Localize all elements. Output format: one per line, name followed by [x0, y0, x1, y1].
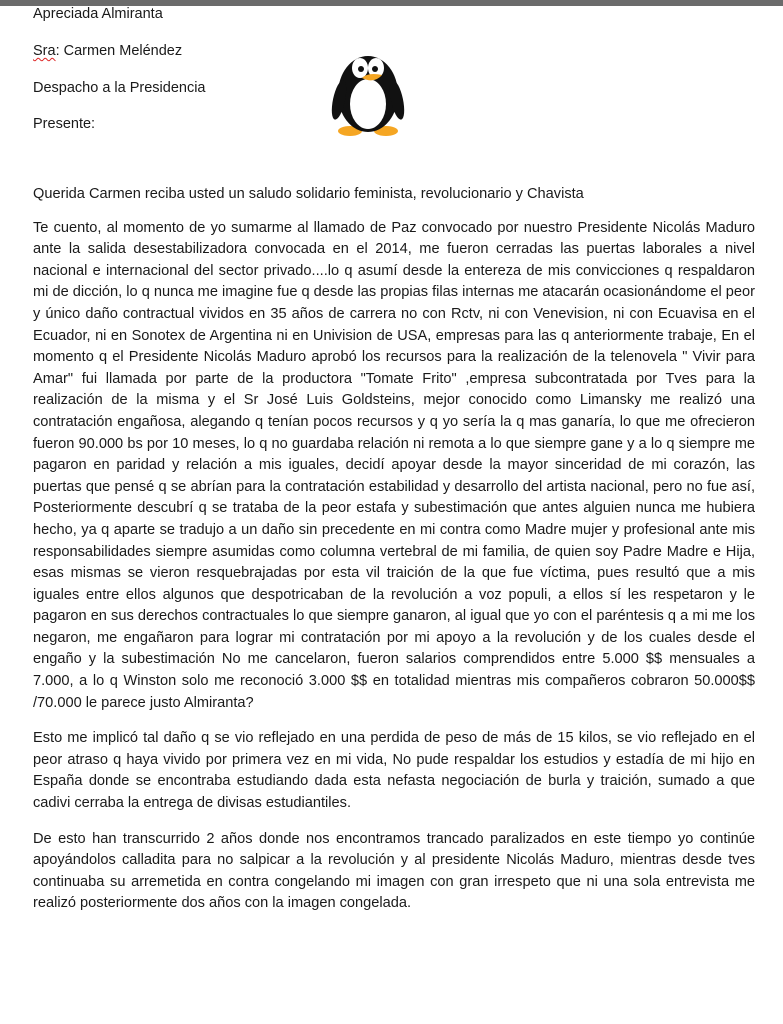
- recipient-line: [33, 41, 182, 61]
- present-line: Presente:: [33, 116, 96, 132]
- recipient-title: Sra: [33, 43, 56, 59]
- salutation: Apreciada Almiranta: [33, 6, 163, 22]
- paragraph-intro: Querida Carmen reciba usted un saludo solidario feminista, revolucionario y Chavista: [33, 186, 584, 202]
- paragraph-effects: Esto me implicó tal daño q se vio reflejado en una perdida de peso de más de 15 kilos, se vio reflejado en el peor atraso q haya vivido por primera vez en mi vida, No pude respaldar los estudios y estadía de mi hijo en España donde se encontraba estudiando dada esta nefasta negociación de burla y traición, sumado a que cadivi cerraba la entrega de divisas estudiantiles.: [33, 730, 755, 812]
- recipient-office: Despacho a la Presidencia: [33, 80, 206, 96]
- penguin-icon: [326, 42, 410, 138]
- letter-body: [33, 184, 755, 915]
- recipient-name: : Carmen Meléndez: [55, 43, 183, 59]
- paragraph-main: Te cuento, al momento de yo sumarme al llamado de Paz convocado por nuestro Presidente Nicolás Maduro ante la salida desestabilizadora convocada en el 2014, me fueron cerradas las puertas laborales a nivel nacional e internacional del sector privado....lo q asumí desde la entereza de mis convicciones q respaldaron mi de dicción, lo q nunca me imagine fue q desde las propias filas internas me atacarán ocasionándome el peor y único daño contractual vividos en 35 años de carrera no con Rctv, ni con Venevision, ni con Ecuavisa en el Ecuador, ni en Sonotex de Argentina ni en Univision de USA, empresas para las q anteriormente trabaje, En el momento q el Presidente Nicolás Maduro aprobó los recursos para la realización de la telenovela " Vivir para Amar" fui llamada por parte de la productora "Tomate Frito" ,empresa subcontratada por Tves para la realización de la misma y el Sr José Luis Goldsteins, mejor conocido como Limansky me realizó una contratación engañosa, alegando q tenían pocos recursos y q yo sería la q mas ganaría, lo que me ofrecieron fueron 90.000 bs por 10 meses, lo q no guardaba relación ni remota a lo que siempre gane y a lo q siempre me pagaron en paridad y relación a mis iguales, decidí apoyar desde la mayor sinceridad de mi corazón, las puertas que pensé q se abrían para la contratación estabilidad y desarrollo del artista nacional, pero no fue así, Posteriormente descubrí q se trataba de la peor estafa y subestimación que antes alguien nunca me hubiera hecho, ya q aparte se tradujo a un daño sin precedente en mi contra como Madre mujer y profesional ante mis responsabilidades siempre asumidas como columna vertebral de mi familia, de quien soy Padre Madre e Hija, esas mismas se vieron resquebrajadas por esta vil traición de la que fue víctima, pues resultó que a mis iguales entre ellos algunos que despotricaban de la revolución a voz populi, a ellos sí les respetaron y le pagaron en sus derechos contractuales lo que siempre ganaron, al igual que yo con el paréntesis q a mi me los negaron, me engañaron para lograr mi contratación por mi apoyo a la revolución y de los cuales desde el engaño y la subestimación No me cancelaron, fueron salarios comprendidos entre 5.000 $$ mensuales a 7.000, a lo q Winston solo me reconoció 3.000 $$ en totalidad mientras mis compañeros cobraron 50.000$$ /70.000 le parece justo Almiranta?: [33, 219, 755, 711]
- paragraph-closing: De esto han transcurrido 2 años donde nos encontramos trancado paralizados en este tiempo yo continúe apoyándolos calladita para no salpicar a la revolución y al presidente Nicolás Maduro, mientras desde tves continuaba su arremetida en contra congelando mi imagen con gran irrespeto que ni una sola entrevista me realizó posteriormente dos años con la imagen congelada.: [33, 830, 755, 912]
